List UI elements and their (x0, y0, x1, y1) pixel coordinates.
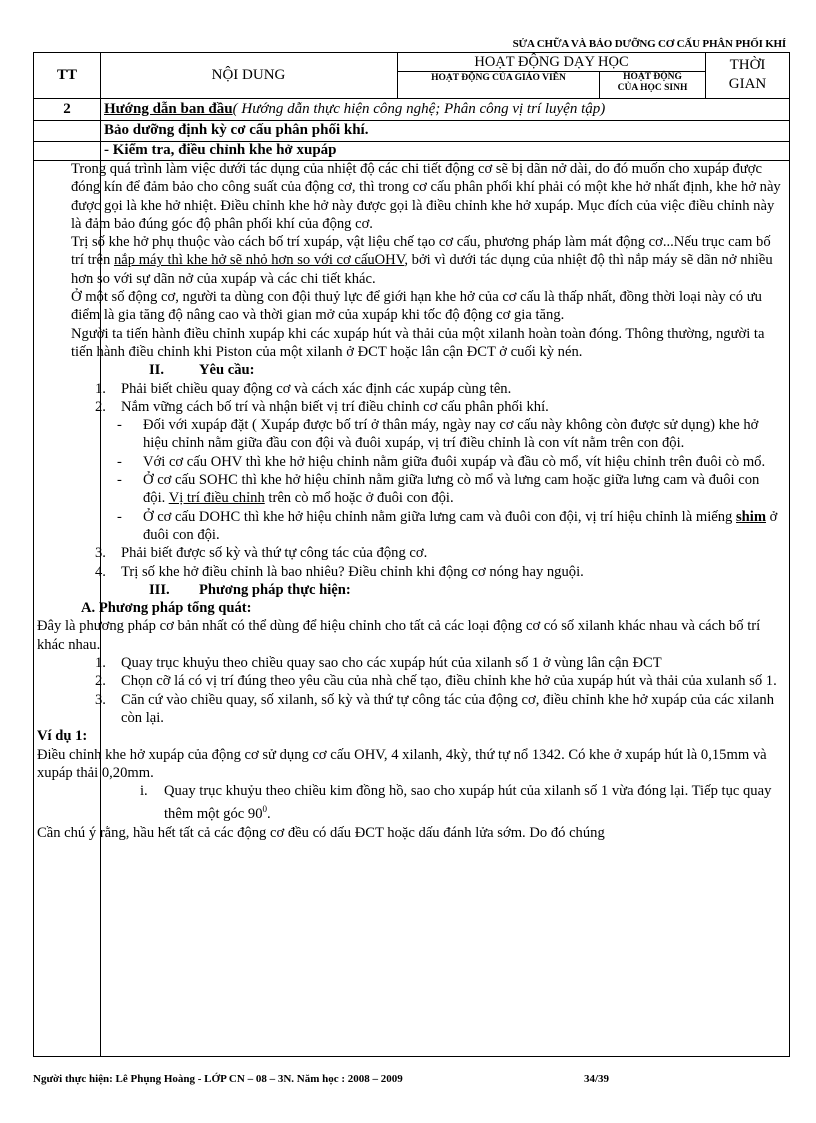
bullet-1 (37, 416, 783, 453)
list-number: 1. (95, 655, 106, 672)
page-number: 34/39 (584, 1073, 610, 1085)
bullet-4-end: ở đuôi con đội. (143, 508, 778, 543)
bullet-3-underlined: Vị trí điều chỉnh (168, 490, 265, 507)
paragraph-4: Người ta tiến hành điều chỉnh xupáp khi các xupáp hút và thải của một xilanh hoàn toàn đóng. Thông thường, người ta tiến hành điều chỉnh khi Piston của một xilanh ở ĐCT hoặc lân cận ĐCT ở cuối kỳ nén. (71, 325, 765, 360)
example-1-step-i-text: Quay trục khuỷu theo chiều kim đồng hồ, sao cho xupáp hút của xilanh số 1 vừa đóng lại. Tiếp tục quay thêm một góc 90 (164, 783, 772, 823)
bullet-2 (37, 453, 783, 471)
list-number: 2. (95, 673, 106, 690)
example-1-title: Ví dụ 1: (37, 728, 88, 745)
bullet-dash: - (117, 472, 122, 489)
col-student-header (600, 72, 705, 98)
col-tt-header: TT (56, 67, 77, 83)
section-2-title: Yêu cầu: (199, 362, 255, 379)
running-header: SỬA CHỮA VÀ BẢO DƯỠNG CƠ CẤU PHÂN PHỐI KHÍ (512, 38, 786, 50)
requirement-1 (37, 380, 783, 398)
bullet-1-text: Đối với xupáp đặt ( Xupáp được bố trí ở thân máy, ngày nay cơ cấu này không còn được sử dụng) khe hở hiệu chỉnh nằm giữa đầu con đội và đuôi xupáp, vị trí điều chỉnh là con vít nằm trên con đội. (143, 417, 759, 452)
col-time-line2: GIAN (728, 76, 767, 92)
section-3-title: Phương pháp thực hiện: (199, 581, 351, 598)
step-1-text: Quay trục khuỷu theo chiều quay sao cho các xupáp hút của xilanh số 1 ở vùng lân cận ĐCT (121, 655, 662, 672)
subsub-text: - Kiểm tra, điều chỉnh khe hở xupáp (104, 142, 337, 158)
requirement-2 (37, 398, 783, 416)
paragraph-3: Ở một số động cơ, người ta dùng con đội thuỷ lực để giới hạn khe hở của cơ cấu là thấp nhất, đồng thời loại này có ưu điểm là gia tăng độ nâng cao và thời gian mở của xupáp khi tốc độ động cơ gia tăng. (71, 289, 762, 324)
roman-number: i. (140, 783, 148, 800)
paragraph-2 (71, 233, 783, 288)
col-time-header (706, 53, 789, 98)
bullet-3-end: trên cò mổ hoặc ở đuôi con đội. (264, 490, 454, 507)
step-1 (37, 654, 783, 672)
section-2-heading (37, 361, 783, 379)
closing-paragraph: Cần chú ý rằng, hầu hết tất cả các động cơ đều có dấu ĐCT hoặc dấu đánh lửa sớm. Do đó chúng (37, 824, 605, 841)
requirement-1-text: Phải biết chiều quay động cơ và cách xác định các xupáp cùng tên. (121, 380, 512, 397)
bullet-dash: - (117, 453, 122, 470)
row-title (104, 98, 605, 120)
bullet-dash: - (117, 508, 122, 525)
bullet-4 (37, 508, 783, 545)
list-number: 3. (95, 545, 106, 562)
subsection-a: A. Phương pháp tổng quát: (81, 600, 252, 617)
list-number: 2. (95, 398, 106, 415)
p2-start: Trị số khe hở phụ thuộc vào cách bố trí xupáp, vật liệu chế tạo cơ cấu, phương pháp làm mát động cơ...Nếu trục cam bố trí trên (71, 234, 771, 269)
col-student-line2: CỦA HỌC SINH (617, 82, 688, 93)
requirement-4-text: Trị số khe hở điều chỉnh là bao nhiêu? Điều chỉnh khi động cơ nóng hay nguội. (121, 563, 584, 580)
table-header-row (34, 53, 789, 99)
requirement-4 (37, 563, 783, 581)
row-subsub (34, 141, 789, 161)
col-activity-group (398, 53, 706, 98)
example-1-text: Điều chỉnh khe hở xupáp của động cơ sử dụng cơ cấu OHV, 4 xilanh, 4kỳ, thứ tự nổ 1342. Có khe ở xupáp hút là 0,15mm và xupáp thải 0,20mm. (37, 746, 767, 781)
bullet-dash: - (117, 417, 122, 434)
step-2 (37, 672, 783, 690)
footer-author: Người thực hiện: Lê Phụng Hoàng - LỚP CN – 08 – 3N. Năm học : 2008 – 2009 (33, 1073, 403, 1085)
col-teacher-header: HOẠT ĐỘNG CỦA GIÁO VIÊN (398, 72, 600, 98)
page-footer (33, 1073, 790, 1085)
bullet-3-start: Ở cơ cấu SOHC thì khe hở hiệu chỉnh nằm giữa lưng cò mổ và lưng cam hoặc giữa lưng cam và đuôi con đội. (143, 472, 760, 507)
subtitle-text: Bảo dưỡng định kỳ cơ cấu phân phối khí. (104, 122, 369, 138)
section-2-number: II. (149, 362, 165, 379)
section-3-number: III. (149, 581, 170, 598)
step-3-text: Căn cứ vào chiều quay, số xilanh, số kỳ và thứ tự công tác của động cơ, điều chỉnh khe hở xupáp của các xilanh còn lại. (121, 691, 774, 726)
requirement-2-text: Nắm vững cách bố trí và nhận biết vị trí điều chỉnh cơ cấu phân phối khí. (121, 398, 549, 415)
bullet-4-start: Ở cơ cấu DOHC thì khe hở hiệu chỉnh nằm giữa lưng cam và đuôi con đội, vị trí hiệu chỉnh là miếng (143, 508, 736, 525)
col-activity-header: HOẠT ĐỘNG DẠY HỌC (398, 53, 705, 72)
p2-underlined: nắp máy thì khe hở sẽ nhỏ hơn so với cơ cấuOHV (113, 252, 405, 269)
list-number: 1. (95, 380, 106, 397)
step-2-text: Chọn cỡ lá có vị trí đúng theo yêu cầu của nhà chế tạo, điều chỉnh khe hở của xupáp hút và thải của xulanh số 1. (121, 673, 777, 690)
degree-superscript: 0 (262, 804, 267, 815)
row-title-bold: Hướng dẫn ban đầu (104, 101, 233, 117)
example-1-step-i: i. Quay trục khuỷu theo chiều kim đồng hồ, sao cho xupáp hút của xilanh số 1 vừa đóng lại. Tiếp tục quay thêm một góc $90^0$. (140, 783, 772, 823)
requirement-3 (37, 544, 783, 562)
bullet-2-text: Với cơ cấu OHV thì khe hở hiệu chỉnh nằm giữa đuôi xupáp và đầu cò mổ, vít hiệu chỉnh trên đuôi cò mổ. (143, 453, 766, 470)
col-content-header: NỘI DUNG (100, 53, 398, 98)
col-time-line1: THỜI (729, 57, 766, 73)
row-number: 2 (63, 100, 71, 117)
lesson-body (37, 160, 783, 842)
list-number: 4. (95, 563, 106, 580)
bullet-3 (37, 471, 783, 508)
col-student-line1: HOẠT ĐỘNG (623, 72, 682, 82)
row-subtitle (34, 120, 789, 142)
p2-end: , bởi vì dưới tác dụng của nhiệt độ thì nắp máy sẽ dãn nở nhiều hơn so với sự dãn nở của xupáp và các chi tiết khác. (71, 252, 773, 287)
bullet-4-shim: shim (736, 508, 767, 525)
list-number: 3. (95, 691, 106, 708)
paragraph-1: Trong quá trình làm việc dưới tác dụng của nhiệt độ các chi tiết động cơ sẽ bị dãn nở dài, do đó muốn cho xupáp được đóng kín để đảm bảo cho công suất của động cơ, thì trong cơ cấu phân phối khí phải có một khe hở nhất định, khe hở này được gọi là khe hở nhiệt. Điều chỉnh khe hở này được gọi là điều chỉnh khe hở xupáp. Mục đích của việc điều chỉnh này là đảm bảo đúng góc độ phân phối khí của động cơ. (71, 161, 781, 232)
row-title-italic: ( Hướng dẫn thực hiện công nghệ; Phân công vị trí luyện tập) (232, 101, 606, 117)
section-3-heading (37, 581, 783, 599)
paragraph-a: Đây là phương pháp cơ bản nhất có thể dùng để hiệu chỉnh cho tất cả các loại động cơ có số xilanh khác nhau và cách bố trí khác nhau. (37, 618, 761, 653)
row-guidance (34, 98, 789, 121)
step-3 (37, 691, 783, 728)
requirement-3-text: Phải biết được số kỳ và thứ tự công tác của động cơ. (121, 545, 428, 562)
